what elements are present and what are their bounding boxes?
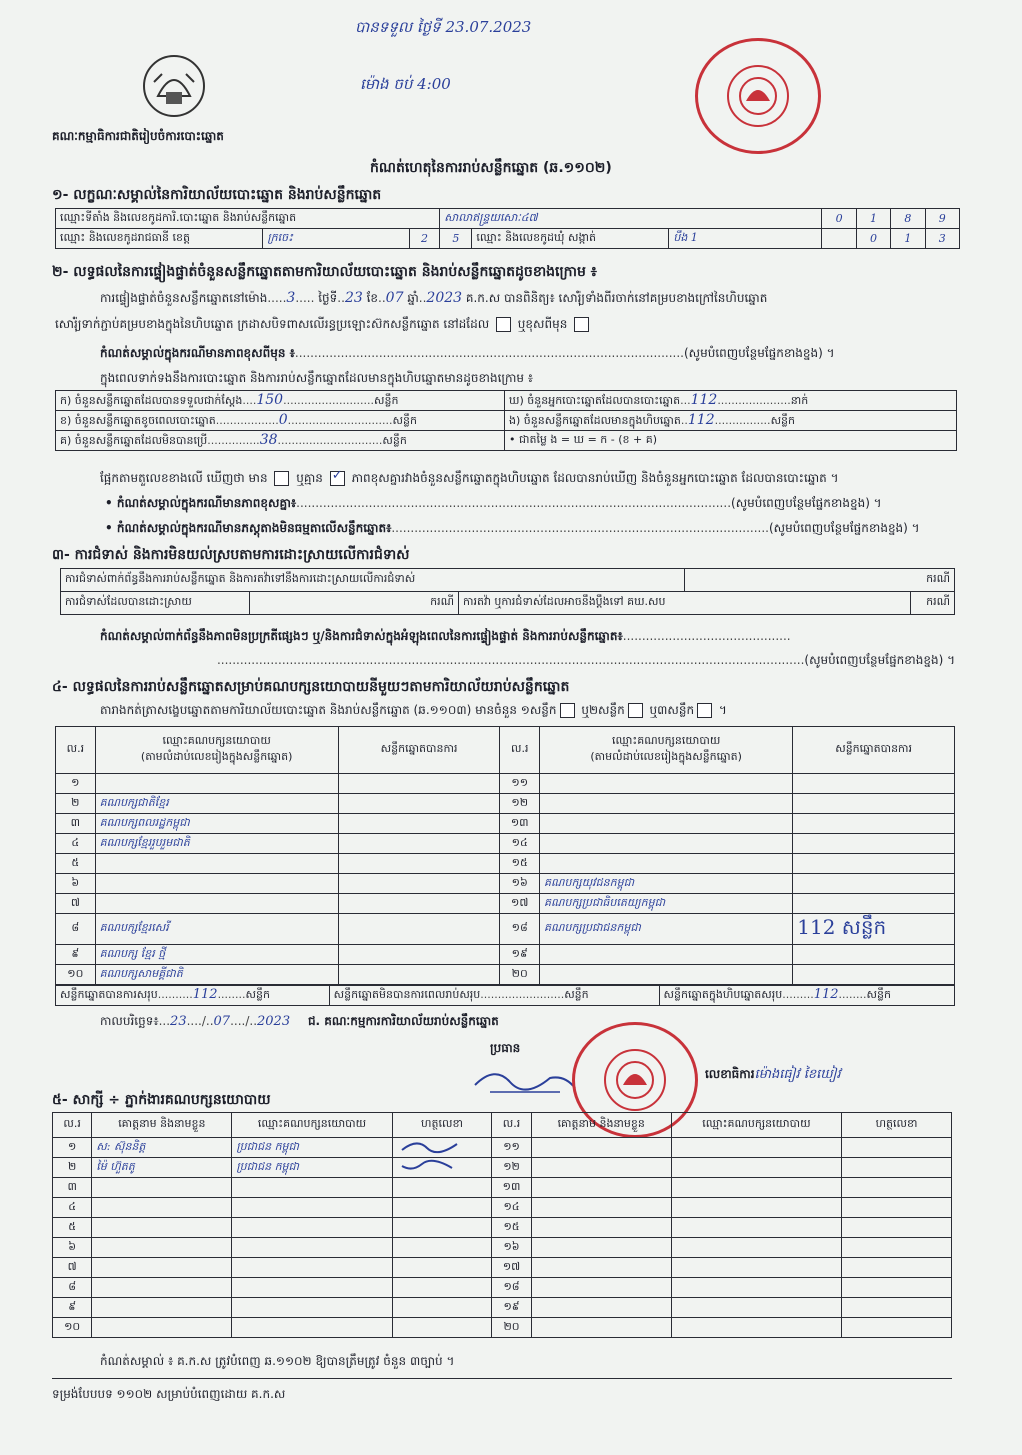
signature-date-line: កាលបរិច្ឆេទ៖...23..../..07..../..2023 ជ. គណៈកម្មការការិយាល័យរាប់សន្លឹកឆ្នោត bbox=[100, 1014, 499, 1029]
handwritten-received-date: បានទទួល ថ្ងៃទី 23.07.2023 bbox=[355, 18, 532, 36]
commune-code-digit: 1 bbox=[891, 229, 925, 249]
sign-year: 2023 bbox=[257, 1014, 291, 1029]
col-party: ឈ្មោះគណបក្សនយោបាយ (តាមលំដាប់លេខរៀងក្នុងសន្លឹកឆ្នោត) bbox=[540, 727, 793, 774]
form-footer: ទម្រង់បែបបទ ១១០២ សម្រាប់បំពេញដោយ គ.ក.ស bbox=[52, 1387, 286, 1401]
unchanged-checkbox[interactable] bbox=[496, 317, 511, 332]
verification-hour-label: ការផ្ទៀងផ្ទាត់ចំនួនសន្លឹកឆ្នោតនៅម៉ោង bbox=[100, 291, 268, 305]
handwritten-time: ម៉ោង ចប់ 4:00 bbox=[360, 75, 451, 93]
table-row: ១០ គណបក្សសាមគ្គីជាតិ ២០ bbox=[56, 965, 955, 985]
table-row: ៣ ១៣ bbox=[53, 1178, 952, 1198]
station-name-label: ឈ្មោះទីតាំង និងលេខកូដការិ.បោះឆ្នោត និងរាប់សន្លឹកឆ្នោត bbox=[56, 209, 440, 229]
total-valid: សន្លឹកឆ្នោតបានការសរុប..........112........សន្លឹក bbox=[56, 986, 330, 1006]
col-no: ល.រ bbox=[500, 727, 540, 774]
verification-day: 23 bbox=[344, 290, 363, 306]
appeal-label: ការតវ៉ា ឬការជំទាស់ដែលអាចនឹងប្តឹងទៅ គឃ.សប bbox=[459, 592, 911, 615]
difference-note-label: កំណត់សម្គាល់ក្នុងករណីមានភាពខុសពីមុន ៖ bbox=[100, 346, 295, 360]
case-label: ករណី bbox=[911, 592, 955, 615]
one-sheet-checkbox[interactable] bbox=[560, 703, 575, 718]
table-row: ៩ គណបក្ស ខ្មែរ ថ្មី ១៩ bbox=[56, 945, 955, 965]
unused-ballots-value: 38 bbox=[259, 431, 278, 448]
table-row: ២ គណបក្សជាតិខ្មែរ ១២ bbox=[56, 794, 955, 814]
ballots-received-value: 150 bbox=[256, 391, 284, 408]
verification-month: 07 bbox=[385, 290, 404, 306]
province-value: ក្រចេះ bbox=[263, 229, 409, 249]
changed-checkbox[interactable] bbox=[574, 317, 589, 332]
ballot-row-e: ង) ចំនួនសន្លឹកឆ្នោតដែលមានក្នុងហិបឆ្នោត..112................សន្លឹក bbox=[505, 411, 957, 431]
secretary-name: ម៉ោងធៀវ ខៃឃៀវ bbox=[754, 1067, 841, 1082]
total-valid-value: 112 bbox=[192, 987, 218, 1002]
col-votes: សន្លឹកឆ្នោតបានការ bbox=[793, 727, 955, 774]
two-sheets-checkbox[interactable] bbox=[628, 703, 643, 718]
commune-value: បឹង 1 bbox=[669, 229, 822, 249]
no-difference-checkbox[interactable]: ✓ bbox=[330, 471, 345, 486]
seal-check-line bbox=[55, 316, 955, 334]
table-row: ៩ ១៩ bbox=[53, 1298, 952, 1318]
station-code-digit: 9 bbox=[925, 209, 959, 229]
section-1-title: ១- លក្ខណៈសម្គាល់នៃការិយាល័យបោះឆ្នោត និងរាប់សន្លឹកឆ្នោត bbox=[52, 187, 382, 203]
table-row: ៣ គណបក្សពលរដ្ឋកម្ពុជា ១៣ bbox=[56, 814, 955, 834]
winning-party-votes: 112 សន្លឹក bbox=[793, 914, 955, 945]
totals-table bbox=[55, 985, 955, 1006]
table-row: ១ ស: ស៊ុននិត្ត ប្រជាជន កម្ពុជា ១១ bbox=[53, 1138, 952, 1158]
secretary-line: លេខាធិការម៉ោងធៀវ ខៃឃៀវ bbox=[705, 1067, 841, 1082]
difference-has-label: ផ្អែកតាមតួលេខខាងលើ ឃើញថា មាន bbox=[100, 471, 268, 485]
verification-year: 2023 bbox=[426, 290, 463, 306]
irregularity-note: កំណត់សម្គាល់ពាក់ព័ន្ធនឹងភាពមិនប្រក្រតីផ្សេងៗ ឬ/និងការជំទាស់ក្នុងអំឡុងពេលនៃការផ្ទៀងផ្ទាត់ និងការរាប់សន្លឹកឆ្នោត៖............................................ bbox=[100, 629, 791, 643]
verification-text: គ.ក.ស បានពិនិត្យ៖ សោរ៉ុំ្យទាំងពីរចាក់នៅគម្របខាងក្រៅនៃហិបឆ្នោត bbox=[465, 291, 768, 305]
party-results-table bbox=[55, 726, 955, 985]
ballots-in-box-value: 112 bbox=[687, 411, 715, 428]
col-votes: សន្លឹកឆ្នោតបានការ bbox=[338, 727, 500, 774]
table-row: ២ ម៉ៃ ហ៊ួតតូ ប្រជាជន កម្ពុជា ១២ bbox=[53, 1158, 952, 1178]
irregularity-note-line2: ..........................................................................................................................................................(សូមបំពេញបន្ថែមផ្នែកខាងខ្នង) ។ bbox=[216, 653, 955, 667]
section-4-title: ៤- លទ្ធផលនៃការរាប់សន្លឹកឆ្នោតសម្រាប់គណបក្សនយោបាយនីមួយៗតាមការិយាល័យរាប់សន្លឹកឆ្នោត bbox=[52, 679, 570, 695]
case-label: ករណី bbox=[250, 592, 459, 615]
difference-line bbox=[100, 470, 960, 488]
voters-value: 112 bbox=[690, 391, 718, 408]
has-difference-checkbox[interactable] bbox=[274, 471, 289, 486]
agency-name: គណៈកម្មាធិការជាតិរៀបចំការបោះឆ្នោត bbox=[52, 129, 224, 143]
table-row: ៤ គណបក្សខ្មែររួបរួមជាតិ ១៤ bbox=[56, 834, 955, 854]
table-row: ១០ ២០ bbox=[53, 1318, 952, 1338]
station-code-digit: 1 bbox=[856, 209, 890, 229]
verification-day-label: ថ្ងៃទី bbox=[318, 291, 338, 305]
table-row: ៨ ១៨ bbox=[53, 1278, 952, 1298]
form-title: កំណត់ហេតុនៃការរាប់សន្លឹកឆ្នោត (ឆ.១១០២) bbox=[370, 160, 612, 176]
final-note: កំណត់សម្គាល់ ៖ គ.ក.ស ត្រូវបំពេញ ឆ.១១០២ ឱ្យបានត្រឹមត្រូវ ចំនួន ៣ច្បាប់ ។ bbox=[100, 1354, 455, 1368]
ballot-row-c: គ) ចំនួនសន្លឹកឆ្នោតដែលមិនបានប្រើ...............38..............................សន្លឹក bbox=[56, 431, 505, 451]
bullet-difference-note: • កំណត់សម្គាល់ក្នុងករណីមានភាពខុសគ្នា៖..................................................................................................................(សូមបំពេញបន្ថែមផ្នែកខាងខ្នង) ។ bbox=[105, 496, 882, 510]
witness-table: ល.រ គោត្តនាម និងនាមខ្លួន ឈ្មោះគណបក្សនយោបាយ ហត្ថលេខា ល.រ គោត្តនាម និងនាមខ្លួន ឈ្មោះគណបក្សនយោបាយ ហត្ថលេខា ១ ស: ស៊ុននិត្ត ប្រជាជន កម្ពុជា ១១ ២ ម៉ៃ ហ៊ួតតូ ប្រជាជន កម្ពុជា ១២ ៣ ១៣ ៤ ១៤ ៥ ១៥ ៦ ១៦ ៧ ១៧ ៨ ១៨ ៩ ១៩ ១០ ២០ bbox=[52, 1112, 952, 1338]
table-row: ៧ ១៧ គណបក្សប្រជាធិបតេយ្យកម្ពុជា bbox=[56, 894, 955, 914]
province-label: ឈ្មោះ និងលេខកូដរាជធានី ខេត្ត bbox=[56, 229, 263, 249]
objections-table bbox=[60, 568, 955, 615]
ballot-count-table bbox=[55, 390, 957, 451]
count-intro: ក្នុងពេលទាក់ទងនឹងការបោះឆ្នោត និងការរាប់សន្លឹកឆ្នោតដែលមានក្នុងហិបឆ្នោតមានដូចខាងក្រោម ៖ bbox=[100, 371, 534, 385]
table-row: ៧ ១៧ bbox=[53, 1258, 952, 1278]
changed-label: ឬខុសពីមុន bbox=[517, 317, 568, 331]
section-5-title: ៥- សាក្សី ÷ ភ្នាក់ងារគណបក្សនយោបាយ bbox=[52, 1092, 271, 1108]
verification-year-label: ឆ្នាំ bbox=[407, 291, 419, 305]
station-code-digit: 8 bbox=[891, 209, 925, 229]
table-row: ៦ ១៦ bbox=[53, 1238, 952, 1258]
ballot-row-b: ខ) ចំនួនសន្លឹកឆ្នោតខូចពេលបោះឆ្នោត..................0..............................សន្លឹក bbox=[56, 411, 505, 431]
total-in-box-value: 112 bbox=[813, 987, 839, 1002]
table-row: ៨ គណបក្សខ្មែរសេរី ១៨ គណបក្សប្រជាជនកម្ពុជា 112 សន្លឹក bbox=[56, 914, 955, 945]
ballot-formula: • ជាតម្លៃ ង = ឃ = ក - (ខ + គ) bbox=[505, 431, 957, 451]
total-invalid: សន្លឹកឆ្នោតមិនបានការពេលរាប់សរុប........................សន្លឹក bbox=[329, 986, 659, 1006]
seal-check-text: សោរ៉ុំ្យទាក់ភ្ជាប់គម្របខាងក្នុងនៃហិបឆ្នោត ក្រដាសបិទពាសលើរន្ធប្រឡោះស៊កសន្លឹកឆ្នោត នៅដដែល bbox=[55, 317, 490, 331]
total-in-box: សន្លឹកឆ្នោតក្នុងហិបឆ្នោតសរុប.........112........សន្លឹក bbox=[659, 986, 954, 1006]
sign-month: 07 bbox=[213, 1014, 231, 1029]
section-2-title: ២- លទ្ធផលនៃការផ្ទៀងផ្ទាត់ចំនួនសន្លឹកឆ្នោតតាមការិយាល័យបោះឆ្នោត និងរាប់សន្លឹកឆ្នោតដូចខាងក្រោម ៖ bbox=[52, 264, 597, 280]
sign-day: 23 bbox=[170, 1014, 187, 1029]
table-row: ១ ១១ bbox=[56, 774, 955, 794]
ballot-row-a: ក) ចំនួនសន្លឹកឆ្នោតដែលបានទទួលជាក់ស្តែង....150..........................សន្លឹក bbox=[56, 391, 505, 411]
commune-code-digit: 3 bbox=[925, 229, 959, 249]
table-row: ៦ ១៦ គណបក្សយុវជនកម្ពុជា bbox=[56, 874, 955, 894]
difference-note-line: កំណត់សម្គាល់ក្នុងករណីមានភាពខុសពីមុន ៖......................................................................................................(សូមបំពេញបន្ថែមផ្នែកខាងខ្នង) ។ bbox=[100, 346, 835, 360]
verification-month-label: ខែ bbox=[366, 291, 379, 305]
objections-row-1: ការជំទាស់ពាក់ព័ន្ធនឹងការរាប់សន្លឹកឆ្នោត និងការតវ៉ាទៅនឹងការដោះស្រាយលើការជំទាស់ bbox=[61, 569, 685, 592]
witness-signature-icon bbox=[392, 1158, 492, 1178]
committee-label: ជ. គណៈកម្មការការិយាល័យរាប់សន្លឹកឆ្នោត bbox=[307, 1014, 499, 1028]
footer-divider bbox=[52, 1378, 952, 1379]
summary-sheets-line: តារាងកត់ត្រាសង្ខេបឆ្នោតតាមការិយាល័យបោះឆ្នោត និងរាប់សន្លឹកឆ្នោត (ឆ.១១០៣) មានចំនួន ១សន្លឹក ឬ២សន្លឹក ឬ៣សន្លឹក ។ bbox=[100, 703, 727, 717]
polling-station-table bbox=[55, 208, 960, 249]
difference-text: ភាពខុសគ្នារវាងចំនួនសន្លឹកឆ្នោតក្នុងហិបឆ្នោត ដែលបានរាប់ឃើញ និងចំនួនអ្នកបោះឆ្នោត ដែលបានបោះឆ្នោត ។ bbox=[351, 471, 839, 485]
spoiled-ballots-value: 0 bbox=[278, 411, 288, 428]
table-row: ៥ ១៥ bbox=[56, 854, 955, 874]
commune-code-digit: 0 bbox=[856, 229, 890, 249]
chair-label: ប្រធាន bbox=[490, 1041, 521, 1055]
chair-signature-icon bbox=[470, 1060, 580, 1100]
ballot-row-d: ឃ) ចំនួនអ្នកបោះឆ្នោតដែលបានបោះឆ្នោត...112.....................នាក់ bbox=[505, 391, 957, 411]
section-3-title: ៣- ការជំទាស់ និងការមិនយល់ស្របតាមការដោះស្រាយលើការជំទាស់ bbox=[52, 547, 410, 563]
col-party: ឈ្មោះគណបក្សនយោបាយ (តាមលំដាប់លេខរៀងក្នុងសន្លឹកឆ្នោត) bbox=[95, 727, 338, 774]
table-row: ៥ ១៥ bbox=[53, 1218, 952, 1238]
nec-emblem-icon bbox=[140, 52, 208, 120]
province-code-digit: 2 bbox=[409, 229, 440, 249]
station-code-digit: 0 bbox=[822, 209, 856, 229]
verification-line: ការផ្ទៀងផ្ទាត់ចំនួនសន្លឹកឆ្នោតនៅម៉ោង.....3..... ថ្ងៃទី..23 ខែ..07 ឆ្នាំ..2023 គ.ក.ស បានពិនិត្យ៖ សោរ៉ុំ្យទាំងពីរចាក់នៅគម្របខាងក្រៅនៃហិបឆ្នោត bbox=[100, 290, 768, 306]
col-no: ល.រ bbox=[56, 727, 96, 774]
bullet-irregular-note: • កំណត់សម្គាល់ក្នុងករណីមានភស្តុតាងមិនធម្មតាលើសន្លឹកឆ្នោត៖...................................................................................................(សូមបំពេញបន្ថែមផ្នែកខាងខ្នង) ។ bbox=[105, 521, 920, 535]
official-seal-icon bbox=[695, 38, 821, 154]
province-code-digit: 5 bbox=[440, 229, 472, 249]
station-name-value: សាលាឥន្ទ្រយសោៈ៤៧ bbox=[440, 209, 822, 229]
no-difference-label: ឬគ្មាន bbox=[296, 471, 323, 485]
verification-hour: 3 bbox=[286, 290, 296, 306]
fill-hint: (សូមបំពេញបន្ថែមផ្នែកខាងខ្នង) ។ bbox=[683, 346, 835, 360]
table-row: ៤ ១៤ bbox=[53, 1198, 952, 1218]
three-sheets-checkbox[interactable] bbox=[697, 703, 712, 718]
resolved-objections-label: ការជំទាស់ដែលបានដោះស្រាយ bbox=[61, 592, 250, 615]
commune-label: ឈ្មោះ និងលេខកូដឃុំ សង្កាត់ bbox=[472, 229, 669, 249]
case-label: ករណី bbox=[685, 569, 955, 592]
witness-signature-icon bbox=[392, 1138, 492, 1158]
